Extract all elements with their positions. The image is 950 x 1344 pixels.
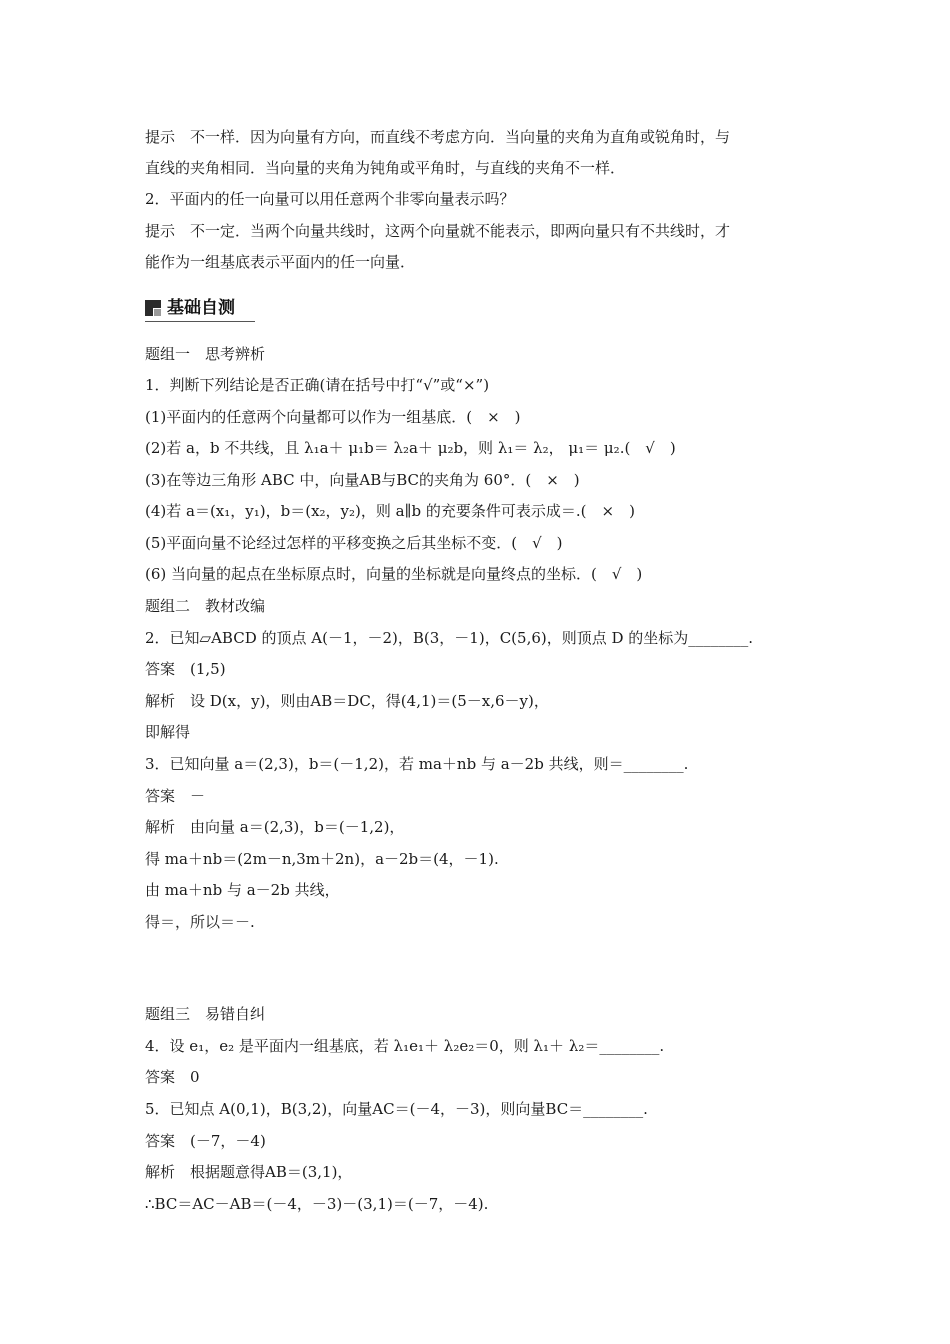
text-line: 2．平面内的任一向量可以用任意两个非零向量表示吗？ [145,190,515,208]
text-line: 1．判断下列结论是否正确(请在括号中打“√”或“×”) [145,376,490,394]
text-line: 提示 不一定．当两个向量共线时，这两个向量就不能表示，即两向量只有不共线时，才 [145,222,731,240]
text-line: (3)在等边三角形 ABC 中，向量AB与BC的夹角为 60°．( × ) [145,471,580,489]
text-line: ∴BC＝AC－AB＝(－4，－3)－(3,1)＝(－7，－4). [145,1195,489,1213]
text-line: 题组一 思考辨析 [145,345,266,363]
text-line: 5．已知点 A(0,1)，B(3,2)，向量AC＝(－4，－3)，则向量BC＝________. [145,1100,648,1118]
section-title: 基础自测 [167,298,235,318]
text-line: 由 ma＋nb 与 a－2b 共线， [145,881,340,899]
text-line: 即解得 [145,723,191,741]
text-line: 3．已知向量 a＝(2,3)，b＝(－1,2)，若 ma＋nb 与 a－2b 共线，则＝________. [145,755,689,773]
text-line: (6) 当向量的起点在坐标原点时，向量的坐标就是向量终点的坐标．( √ ) [145,565,643,583]
text-line: 解析 设 D(x，y)，则由AB＝DC，得(4,1)＝(5－x,6－y)， [145,692,549,710]
text-line: 4．设 e₁，e₂ 是平面内一组基底，若 λ₁e₁＋ λ₂e₂＝0，则 λ₁＋ λ₂＝________. [145,1037,665,1055]
text-line: (2)若 a，b 不共线，且 λ₁a＋ μ₁b＝ λ₂a＋ μ₂b，则 λ₁＝ λ₂， μ₁＝ μ₂.( √ ) [145,439,676,457]
text-line: 能作为一组基底表示平面内的任一向量． [145,253,416,271]
text-line: 解析 由向量 a＝(2,3)，b＝(－1,2)， [145,818,405,836]
text-line: 2．已知▱ABCD 的顶点 A(－1，－2)，B(3，－1)，C(5,6)，则顶点 D 的坐标为________. [145,629,754,647]
text-line: (4)若 a＝(x₁，y₁)，b＝(x₂，y₂)，则 a∥b 的充要条件可表示成＝.( × ) [145,502,635,520]
text-line: 解析 根据题意得AB＝(3,1)， [145,1163,353,1181]
text-line: (5)平面向量不论经过怎样的平移变换之后其坐标不变．( √ ) [145,534,563,552]
section-underline [145,321,255,322]
text-line: 答案 0 [145,1068,200,1086]
text-line: 得 ma＋nb＝(2m－n,3m＋2n)，a－2b＝(4，－1). [145,850,499,868]
text-line: 答案 － [145,787,206,805]
text-line: 直线的夹角相同．当向量的夹角为钝角或平角时，与直线的夹角不一样． [145,159,626,177]
text-line: 题组二 教材改编 [145,597,266,615]
section-header [145,296,255,322]
section-square-icon [145,300,161,316]
text-line: 答案 (1,5) [145,660,226,678]
text-line: 题组三 易错自纠 [145,1005,266,1023]
text-line: 提示 不一样．因为向量有方向，而直线不考虑方向．当向量的夹角为直角或锐角时，与 [145,128,731,146]
text-line: 答案 (－7，－4) [145,1132,266,1150]
text-line: (1)平面内的任意两个向量都可以作为一组基底．( × ) [145,408,521,426]
text-line: 得＝，所以＝－. [145,913,255,931]
